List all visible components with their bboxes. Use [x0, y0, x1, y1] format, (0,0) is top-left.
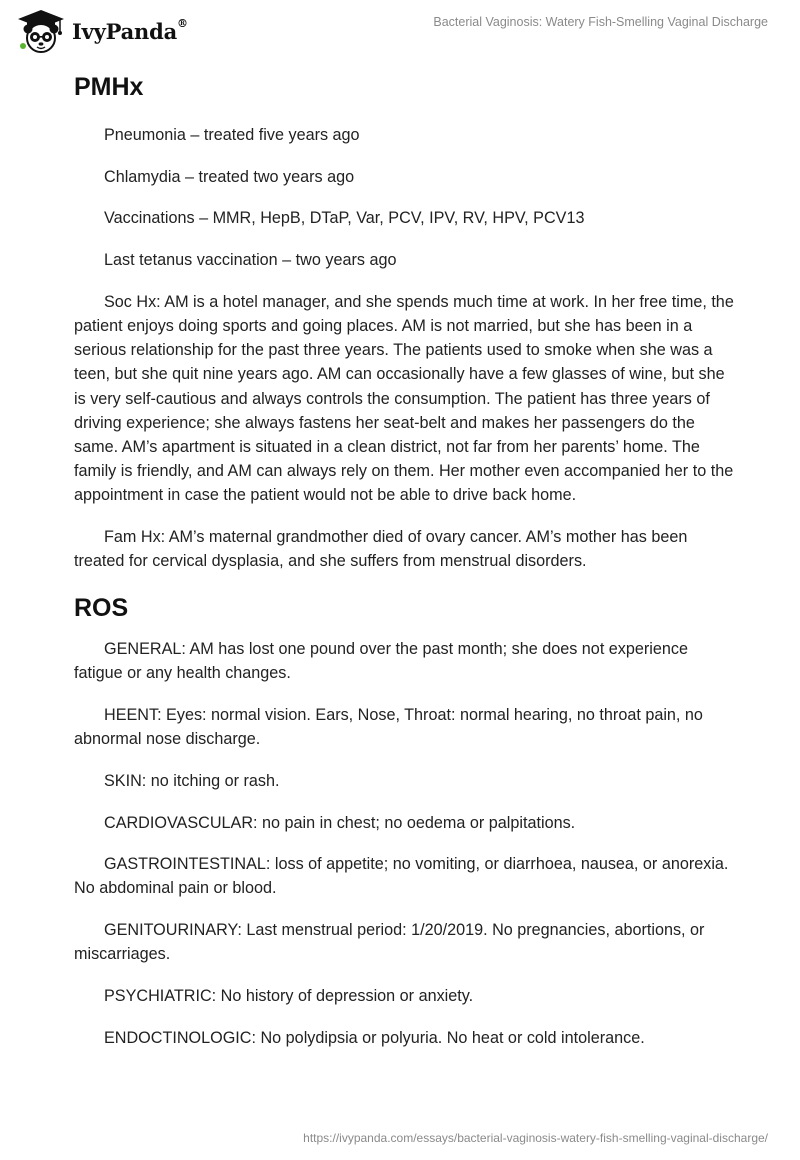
paragraph: PSYCHIATRIC: No history of depression or anxiety.: [104, 987, 474, 1006]
paragraph: GENITOURINARY: Last menstrual period: 1/20/2019. No pregnancies, abortions, or miscarriages.: [74, 921, 705, 964]
paragraph: Vaccinations – MMR, HepB, DTaP, Var, PCV, IPV, RV, HPV, PCV13: [104, 209, 585, 228]
page-header: [0, 0, 800, 60]
paragraph: Chlamydia – treated two years ago: [104, 167, 355, 186]
section-heading: PMHx: [74, 73, 144, 101]
paragraph: GASTROINTESTINAL: loss of appetite; no vomiting, or diarrhoea, nausea, or anorexia. No abdominal pain or blood.: [74, 855, 729, 898]
brand-logo[interactable]: [14, 8, 188, 54]
paragraph: SKIN: no itching or rash.: [104, 771, 280, 790]
paragraph: GENERAL: AM has lost one pound over the past month; she does not experience fatigue or any health changes.: [74, 640, 688, 683]
pmhx-section: [74, 70, 734, 574]
paragraph: HEENT: Eyes: normal vision. Ears, Nose, Throat: normal hearing, no throat pain, no abnormal nose discharge.: [74, 705, 703, 749]
brand-name: IvyPanda®: [72, 16, 188, 44]
document-body: [74, 70, 734, 1067]
paragraph: Last tetanus vaccination – two years ago: [104, 251, 397, 270]
paragraph: Pneumonia – treated five years ago: [104, 126, 360, 144]
paragraph: CARDIOVASCULAR: no pain in chest; no oedema or palpitations.: [104, 813, 576, 832]
source-url[interactable]: https://ivypanda.com/essays/bacterial-vaginosis-watery-fish-smelling-vaginal-discharge/: [303, 1131, 768, 1145]
paragraph: Soc Hx: AM is a hotel manager, and she spends much time at work. In her free time, the patient enjoys doing sports and going places. AM is not married, but she has been in a serious relationship for the past three years. The patients used to smoke when she was a teen, but she quit nine years ago. AM can occasionally have a few glasses of wine, but she is very self-cautious and always controls the consumption. The patient has three years of driving experience; she always fastens her seat-belt and makes her passengers do the same. AM’s apartment is situated in a clean district, not far from her parents’ home. The family is friendly, and AM can always rely on them. Her mother even accompanied her to the appointment in case the patient would not be able to drive back home.: [74, 292, 734, 505]
paragraph: Fam Hx: AM’s maternal grandmother died of ovary cancer. AM’s mother has been treated for cervical dysplasia, and she suffers from menstrual disorders.: [74, 528, 688, 571]
panda-graduate-icon: [14, 8, 68, 54]
ros-section: [74, 591, 734, 1050]
document-title: Bacterial Vaginosis: Watery Fish-Smelling Vaginal Discharge: [433, 15, 768, 29]
section-heading: ROS: [74, 594, 129, 623]
paragraph: ENDOCTINOLOGIC: No polydipsia or polyuria. No heat or cold intolerance.: [104, 1028, 645, 1047]
